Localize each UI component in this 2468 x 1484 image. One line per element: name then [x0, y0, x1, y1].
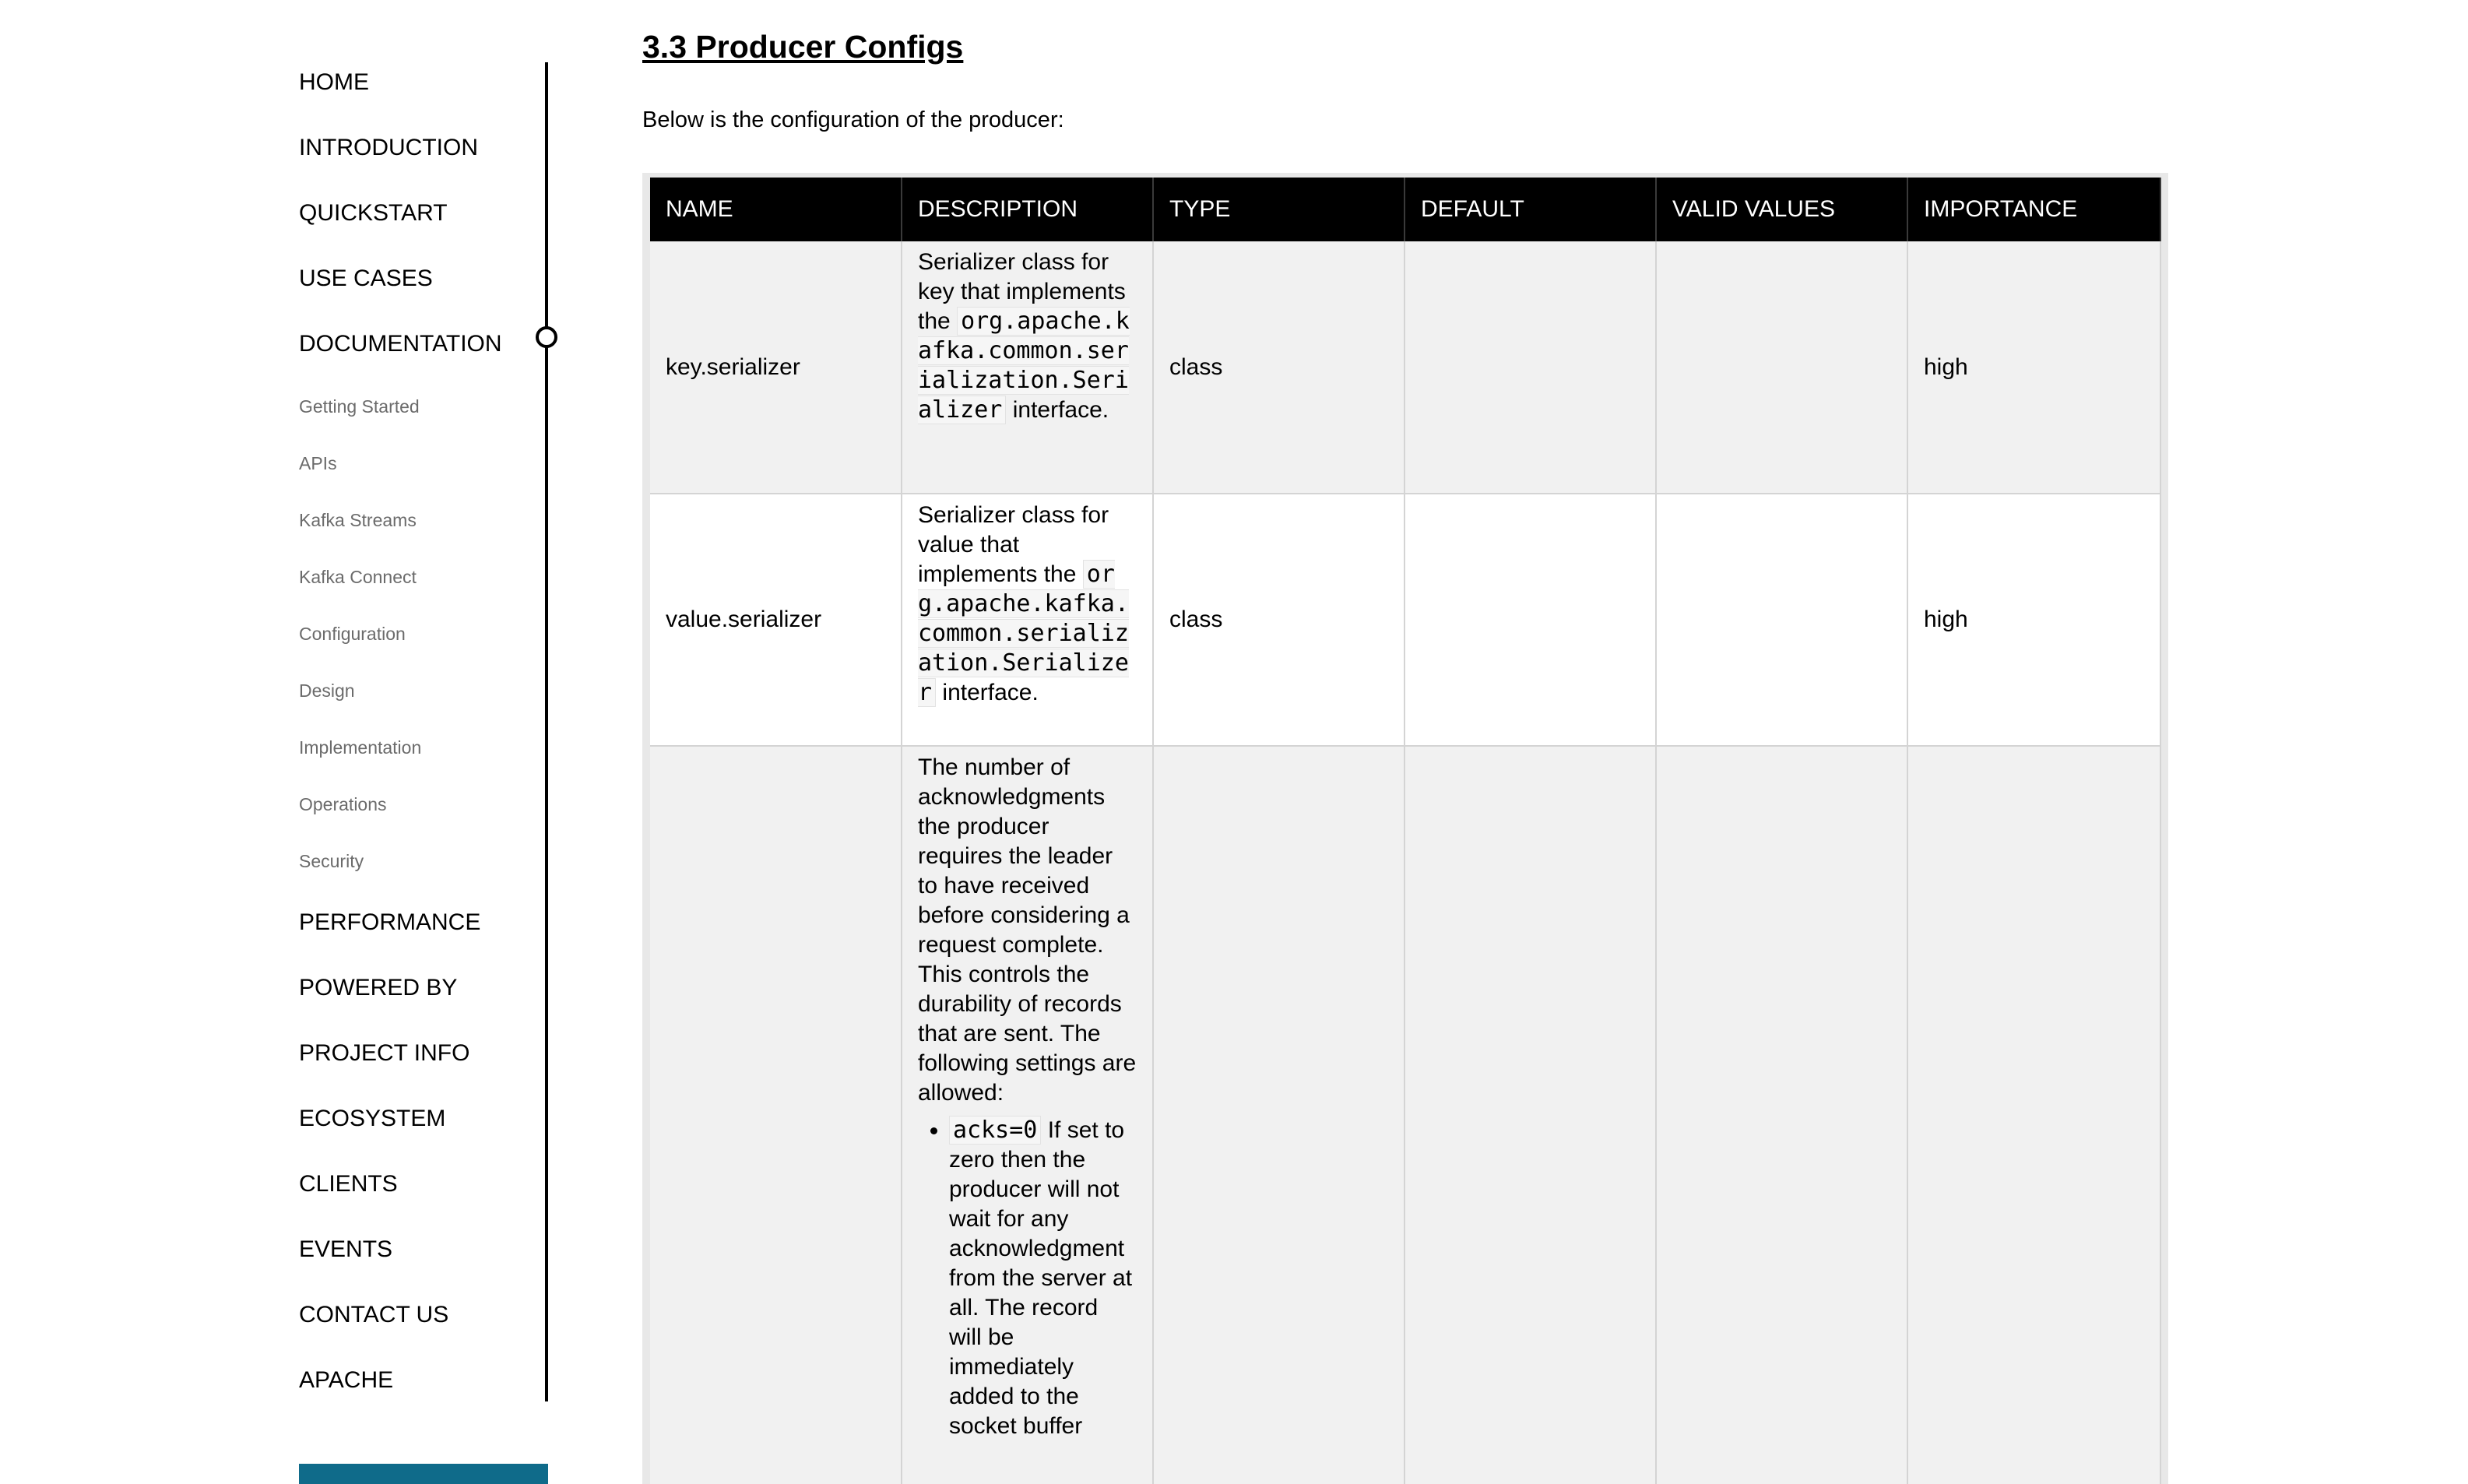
table-row: [650, 746, 2160, 1484]
cell-name: [650, 746, 902, 1484]
cell-default: [1405, 494, 1656, 746]
producer-config-table-container: [642, 173, 2168, 1484]
cell-default: [1405, 241, 1656, 494]
header-default: DEFAULT: [1405, 178, 1656, 241]
nav-item-contact-us[interactable]: CONTACT US: [299, 1302, 449, 1328]
cell-type: [1153, 746, 1405, 1484]
bullet-text: If set to zero then the producer will not wait for any acknowledgment from the server at all. The record will be immediately added to the socket buffer: [949, 1117, 1133, 1439]
cell-importance: [1907, 746, 2160, 1484]
desc-suffix: interface.: [1012, 397, 1109, 423]
desc-suffix: interface.: [942, 680, 1039, 705]
desc-bullet-list: [949, 1116, 1137, 1441]
nav-item-project-info[interactable]: PROJECT INFO: [299, 1040, 470, 1066]
cell-type: class: [1153, 241, 1405, 494]
nav-sub-kafka-connect[interactable]: Kafka Connect: [299, 567, 417, 587]
intro-text: Below is the configuration of the producer:: [642, 107, 1064, 132]
nav-item-use-cases[interactable]: USE CASES: [299, 266, 433, 291]
cell-name: value.serializer: [650, 494, 902, 746]
nav-sub-kafka-streams[interactable]: Kafka Streams: [299, 510, 417, 530]
nav-timeline-marker: [536, 326, 557, 348]
nav-sub-design[interactable]: Design: [299, 680, 355, 701]
nav-item-clients[interactable]: CLIENTS: [299, 1171, 398, 1197]
desc-text: Serializer class for value that implements the: [918, 502, 1109, 587]
nav-timeline-line: [545, 62, 548, 1401]
nav-item-events[interactable]: EVENTS: [299, 1236, 393, 1262]
nav-sub-getting-started[interactable]: Getting Started: [299, 396, 420, 417]
nav-item-introduction[interactable]: INTRODUCTION: [299, 135, 478, 160]
nav-item-apache[interactable]: APACHE: [299, 1367, 394, 1393]
nav-sub-operations[interactable]: Operations: [299, 794, 387, 814]
nav-item-powered-by[interactable]: POWERED BY: [299, 975, 458, 1000]
nav-item-performance[interactable]: PERFORMANCE: [299, 909, 481, 935]
desc-code: acks=0: [949, 1116, 1041, 1145]
cell-description: [902, 241, 1153, 494]
header-type: TYPE: [1153, 178, 1405, 241]
page-title: 3.3 Producer Configs: [642, 29, 964, 65]
table-row: [650, 241, 2160, 494]
cell-valid-values: [1656, 241, 1907, 494]
nav-sub-configuration[interactable]: Configuration: [299, 624, 406, 644]
desc-code: org.apache.kafka.common.serialization.Serializer: [918, 308, 1130, 424]
desc-text: The number of acknowledgments the producer requires the leader to have received before considering a request complete. This controls the durability of records that are sent. The following settings are allowed:: [918, 754, 1137, 1106]
table-header-row: [650, 178, 2160, 241]
cell-default: [1405, 746, 1656, 1484]
header-name: NAME: [650, 178, 902, 241]
header-importance: IMPORTANCE: [1907, 178, 2160, 241]
list-item: [949, 1116, 1137, 1441]
nav-sub-implementation[interactable]: Implementation: [299, 737, 422, 758]
download-button[interactable]: [299, 1464, 548, 1484]
cell-type: class: [1153, 494, 1405, 746]
header-description: DESCRIPTION: [902, 178, 1153, 241]
cell-description: [902, 746, 1153, 1484]
cell-name: key.serializer: [650, 241, 902, 494]
cell-importance: high: [1907, 241, 2160, 494]
nav-sub-security[interactable]: Security: [299, 851, 364, 871]
table-row: [650, 494, 2160, 746]
producer-config-table: [650, 178, 2161, 1484]
nav-item-home[interactable]: HOME: [299, 69, 369, 95]
nav-item-documentation[interactable]: DOCUMENTATION: [299, 331, 502, 357]
cell-valid-values: [1656, 746, 1907, 1484]
desc-text: Serializer class for key that implements the: [918, 249, 1126, 334]
cell-valid-values: [1656, 494, 1907, 746]
nav-item-ecosystem[interactable]: ECOSYSTEM: [299, 1106, 446, 1131]
nav-sub-apis[interactable]: APIs: [299, 453, 337, 473]
nav-item-quickstart[interactable]: QUICKSTART: [299, 200, 448, 226]
desc-code: org.apache.kafka.common.serialization.Serializer: [918, 561, 1129, 706]
cell-description: [902, 494, 1153, 746]
cell-importance: high: [1907, 494, 2160, 746]
header-valid-values: VALID VALUES: [1656, 178, 1907, 241]
